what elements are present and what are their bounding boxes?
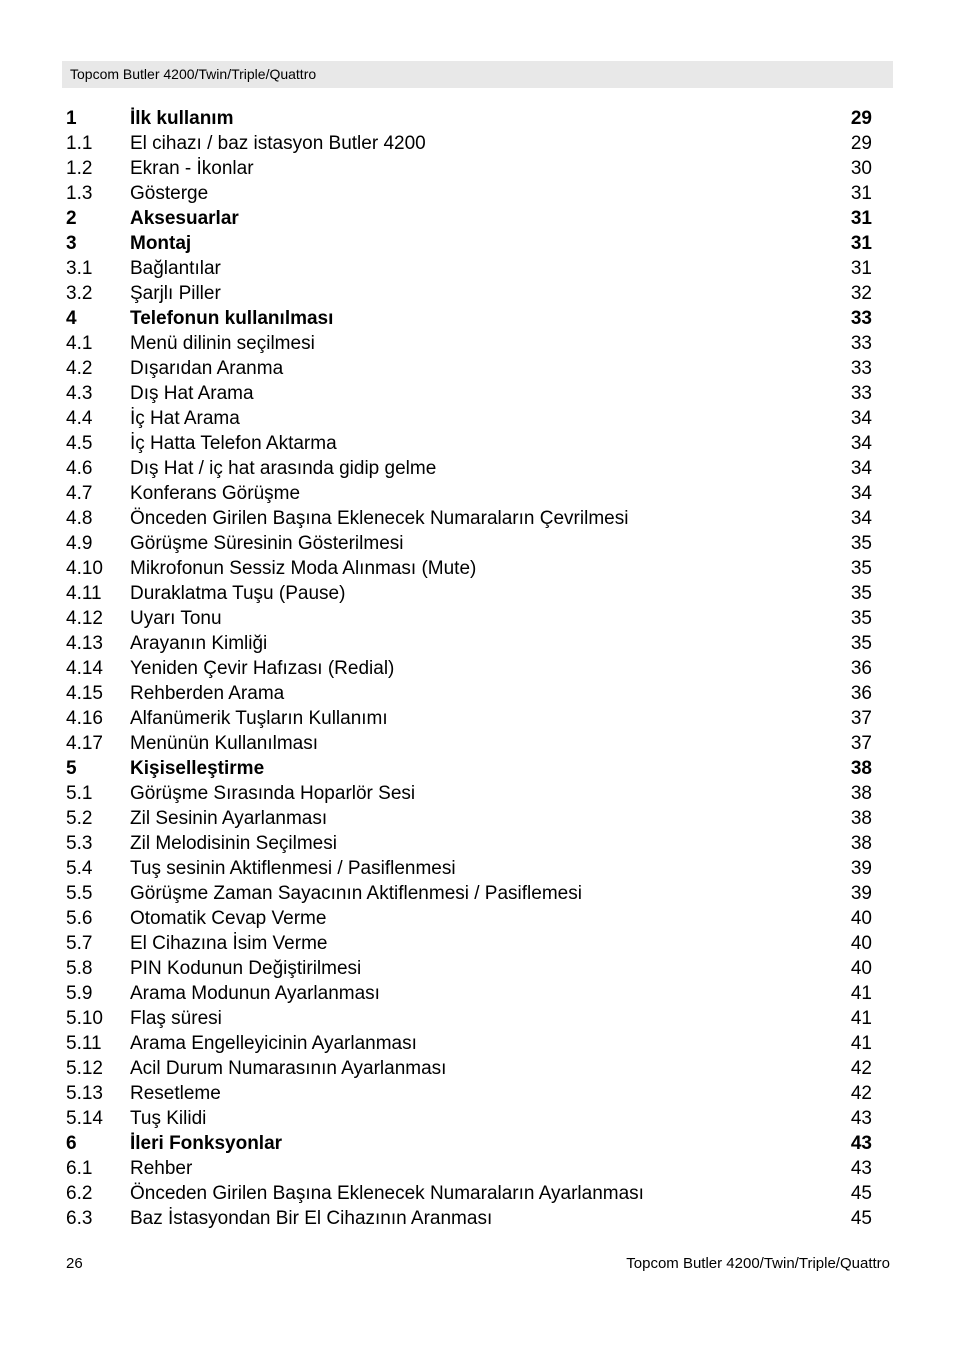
toc-number: 4.10: [66, 558, 103, 579]
toc-title: Montaj: [130, 233, 192, 254]
toc-page-number: 35: [850, 583, 872, 604]
toc-page-number: 31: [850, 183, 872, 204]
toc-section-row: [66, 1181, 872, 1206]
toc-number: 4.17: [66, 733, 103, 754]
toc-section-row: [66, 781, 872, 806]
toc-section-row: [66, 1156, 872, 1181]
toc-number: 5: [66, 758, 77, 779]
toc-number: 4.13: [66, 633, 103, 654]
toc-section-row: [66, 181, 872, 206]
toc-number: 3.1: [66, 258, 93, 279]
toc-page-number: 35: [850, 533, 872, 554]
toc-title: İlk kullanım: [130, 108, 234, 129]
toc-chapter-row: [66, 1131, 872, 1156]
toc-title: Menü dilinin seçilmesi: [130, 333, 315, 354]
toc-section-row: [66, 431, 872, 456]
toc-page-number: 34: [850, 458, 872, 479]
page-header: [62, 61, 893, 88]
toc-section-row: [66, 806, 872, 831]
toc-page-number: 41: [850, 1033, 872, 1054]
toc-page-number: 35: [850, 633, 872, 654]
toc-section-row: [66, 581, 872, 606]
toc-section-row: [66, 1206, 872, 1231]
toc-number: 5.9: [66, 983, 93, 1004]
toc-page-number: 38: [850, 783, 872, 804]
toc-title: İleri Fonksyonlar: [130, 1133, 283, 1154]
toc-title: PIN Kodunun Değiştirilmesi: [130, 958, 362, 979]
toc-page-number: 32: [850, 283, 872, 304]
toc-chapter-row: [66, 306, 872, 331]
toc-number: 5.14: [66, 1108, 103, 1129]
toc-number: 4.1: [66, 333, 93, 354]
toc-title: Dış Hat Arama: [130, 383, 254, 404]
toc-chapter-row: [66, 106, 872, 131]
toc-section-row: [66, 531, 872, 556]
toc-page-number: 37: [850, 708, 872, 729]
toc-page-number: 40: [850, 908, 872, 929]
toc-title: Gösterge: [130, 183, 209, 204]
toc-title: Aksesuarlar: [130, 208, 239, 229]
toc-number: 5.10: [66, 1008, 103, 1029]
toc-page-number: 33: [850, 358, 872, 379]
toc-number: 1: [66, 108, 77, 129]
toc-page-number: 40: [850, 933, 872, 954]
toc-section-row: [66, 706, 872, 731]
toc-section-row: [66, 1056, 872, 1081]
toc-page-number: 30: [850, 158, 872, 179]
toc-number: 4.9: [66, 533, 93, 554]
toc-section-row: [66, 906, 872, 931]
toc-number: 4.11: [66, 583, 102, 604]
toc-number: 6: [66, 1133, 77, 1154]
toc-title: Resetleme: [130, 1083, 221, 1104]
toc-title: Arama Modunun Ayarlanması: [130, 983, 380, 1004]
toc-section-row: [66, 406, 872, 431]
toc-page-number: 33: [850, 383, 872, 404]
toc-page-number: 38: [850, 808, 872, 829]
toc-page-number: 42: [850, 1083, 872, 1104]
footer-title: Topcom Butler 4200/Twin/Triple/Quattro: [626, 1255, 890, 1272]
toc-page-number: 43: [850, 1133, 872, 1154]
toc-title: Önceden Girilen Başına Eklenecek Numaraların Ayarlanması: [130, 1183, 644, 1204]
toc-number: 1.1: [66, 133, 93, 154]
toc-section-row: [66, 1031, 872, 1056]
toc-page-number: 39: [850, 883, 872, 904]
toc-title: Duraklatma Tuşu (Pause): [130, 583, 346, 604]
toc-page-number: 43: [850, 1108, 872, 1129]
toc-number: 5.11: [66, 1033, 102, 1054]
toc-number: 5.4: [66, 858, 93, 879]
toc-title: Arama Engelleyicinin Ayarlanması: [130, 1033, 417, 1054]
toc-page-number: 41: [850, 983, 872, 1004]
toc-page-number: 42: [850, 1058, 872, 1079]
toc-number: 5.2: [66, 808, 93, 829]
toc-number: 5.7: [66, 933, 93, 954]
toc-page-number: 35: [850, 608, 872, 629]
toc-title: Şarjlı Piller: [130, 283, 221, 304]
toc-number: 5.5: [66, 883, 93, 904]
toc-number: 4.4: [66, 408, 93, 429]
toc-number: 4.5: [66, 433, 93, 454]
toc-section-row: [66, 131, 872, 156]
toc-title: Flaş süresi: [130, 1008, 222, 1029]
toc-page-number: 37: [850, 733, 872, 754]
toc-title: Görüşme Zaman Sayacının Aktiflenmesi / Pasiflemesi: [130, 883, 582, 904]
toc-number: 5.12: [66, 1058, 103, 1079]
toc-page-number: 45: [850, 1183, 872, 1204]
toc-page-number: 40: [850, 958, 872, 979]
toc-section-row: [66, 256, 872, 281]
toc-number: 4.12: [66, 608, 103, 629]
toc-section-row: [66, 1106, 872, 1131]
toc-title: Dış Hat / iç hat arasında gidip gelme: [130, 458, 437, 479]
toc-section-row: [66, 281, 872, 306]
toc-page-number: 33: [850, 308, 872, 329]
toc-page-number: 29: [850, 133, 872, 154]
toc-title: Konferans Görüşme: [130, 483, 301, 504]
toc-title: Tuş sesinin Aktiflenmesi / Pasiflenmesi: [130, 858, 456, 879]
toc-title: Görüşme Süresinin Gösterilmesi: [130, 533, 404, 554]
toc-page-number: 38: [850, 758, 872, 779]
toc-number: 6.1: [66, 1158, 93, 1179]
toc-number: 5.3: [66, 833, 93, 854]
toc-title: Önceden Girilen Başına Eklenecek Numaraların Çevrilmesi: [130, 508, 629, 529]
toc-section-row: [66, 606, 872, 631]
toc-title: El cihazı / baz istasyon Butler 4200: [130, 133, 426, 154]
toc-section-row: [66, 981, 872, 1006]
toc-section-row: [66, 1081, 872, 1106]
toc-title: Rehber: [130, 1158, 193, 1179]
toc-title: Acil Durum Numarasının Ayarlanması: [130, 1058, 447, 1079]
toc-title: Mikrofonun Sessiz Moda Alınması (Mute): [130, 558, 477, 579]
toc-title: Yeniden Çevir Hafızası (Redial): [130, 658, 395, 679]
toc-page-number: 34: [850, 433, 872, 454]
toc-number: 5.8: [66, 958, 93, 979]
toc-page-number: 31: [850, 233, 872, 254]
toc-section-row: [66, 631, 872, 656]
toc-section-row: [66, 881, 872, 906]
toc-number: 4.3: [66, 383, 93, 404]
toc-page-number: 38: [850, 833, 872, 854]
toc-chapter-row: [66, 231, 872, 256]
toc-number: 4.16: [66, 708, 103, 729]
toc-title: Kişiselleştirme: [130, 758, 265, 779]
toc-number: 4.15: [66, 683, 103, 704]
footer-page-number: 26: [66, 1255, 83, 1272]
toc-number: 3: [66, 233, 77, 254]
toc-page-number: 45: [850, 1208, 872, 1229]
toc-number: 6.2: [66, 1183, 93, 1204]
toc-section-row: [66, 1006, 872, 1031]
toc-title: Uyarı Tonu: [130, 608, 222, 629]
toc-page-number: 33: [850, 333, 872, 354]
toc-chapter-row: [66, 756, 872, 781]
toc-title: İç Hat Arama: [130, 408, 240, 429]
toc-page-number: 34: [850, 508, 872, 529]
toc-title: Baz İstasyondan Bir El Cihazının Aranması: [130, 1208, 493, 1229]
toc-page-number: 39: [850, 858, 872, 879]
toc-title: Dışarıdan Aranma: [130, 358, 284, 379]
toc-number: 5.13: [66, 1083, 103, 1104]
toc-page-number: 34: [850, 483, 872, 504]
toc-section-row: [66, 481, 872, 506]
toc-title: Telefonun kullanılması: [130, 308, 334, 329]
toc-number: 4.8: [66, 508, 93, 529]
toc-chapter-row: [66, 206, 872, 231]
toc-page-number: 36: [850, 683, 872, 704]
toc-number: 4.14: [66, 658, 103, 679]
table-of-contents: [66, 106, 872, 1231]
toc-title: Bağlantılar: [130, 258, 221, 279]
toc-number: 4.6: [66, 458, 93, 479]
toc-page-number: 31: [850, 208, 872, 229]
toc-number: 4: [66, 308, 77, 329]
toc-section-row: [66, 381, 872, 406]
toc-number: 2: [66, 208, 77, 229]
toc-title: Alfanümerik Tuşların Kullanımı: [130, 708, 388, 729]
toc-page-number: 36: [850, 658, 872, 679]
toc-section-row: [66, 456, 872, 481]
toc-title: Menünün Kullanılması: [130, 733, 318, 754]
toc-title: Rehberden Arama: [130, 683, 285, 704]
toc-title: İç Hatta Telefon Aktarma: [130, 433, 337, 454]
header-title: Topcom Butler 4200/Twin/Triple/Quattro: [70, 66, 317, 82]
toc-section-row: [66, 506, 872, 531]
toc-page-number: 35: [850, 558, 872, 579]
toc-section-row: [66, 856, 872, 881]
toc-number: 3.2: [66, 283, 93, 304]
toc-page-number: 43: [850, 1158, 872, 1179]
toc-title: Ekran - İkonlar: [130, 158, 254, 179]
toc-title: Görüşme Sırasında Hoparlör Sesi: [130, 783, 416, 804]
toc-section-row: [66, 656, 872, 681]
toc-section-row: [66, 681, 872, 706]
toc-title: Otomatik Cevap Verme: [130, 908, 327, 929]
toc-page-number: 29: [850, 108, 872, 129]
toc-number: 6.3: [66, 1208, 93, 1229]
toc-section-row: [66, 331, 872, 356]
toc-title: El Cihazına İsim Verme: [130, 933, 328, 954]
toc-section-row: [66, 931, 872, 956]
toc-number: 1.2: [66, 158, 93, 179]
toc-number: 1.3: [66, 183, 93, 204]
toc-page-number: 31: [850, 258, 872, 279]
toc-number: 4.2: [66, 358, 93, 379]
toc-title: Tuş Kilidi: [130, 1108, 207, 1129]
toc-section-row: [66, 356, 872, 381]
toc-page-number: 41: [850, 1008, 872, 1029]
toc-section-row: [66, 731, 872, 756]
toc-number: 5.1: [66, 783, 93, 804]
toc-section-row: [66, 831, 872, 856]
toc-title: Arayanın Kimliği: [130, 633, 268, 654]
toc-section-row: [66, 956, 872, 981]
toc-title: Zil Melodisinin Seçilmesi: [130, 833, 337, 854]
toc-section-row: [66, 156, 872, 181]
toc-number: 5.6: [66, 908, 93, 929]
toc-title: Zil Sesinin Ayarlanması: [130, 808, 328, 829]
toc-number: 4.7: [66, 483, 93, 504]
toc-page-number: 34: [850, 408, 872, 429]
toc-section-row: [66, 556, 872, 581]
